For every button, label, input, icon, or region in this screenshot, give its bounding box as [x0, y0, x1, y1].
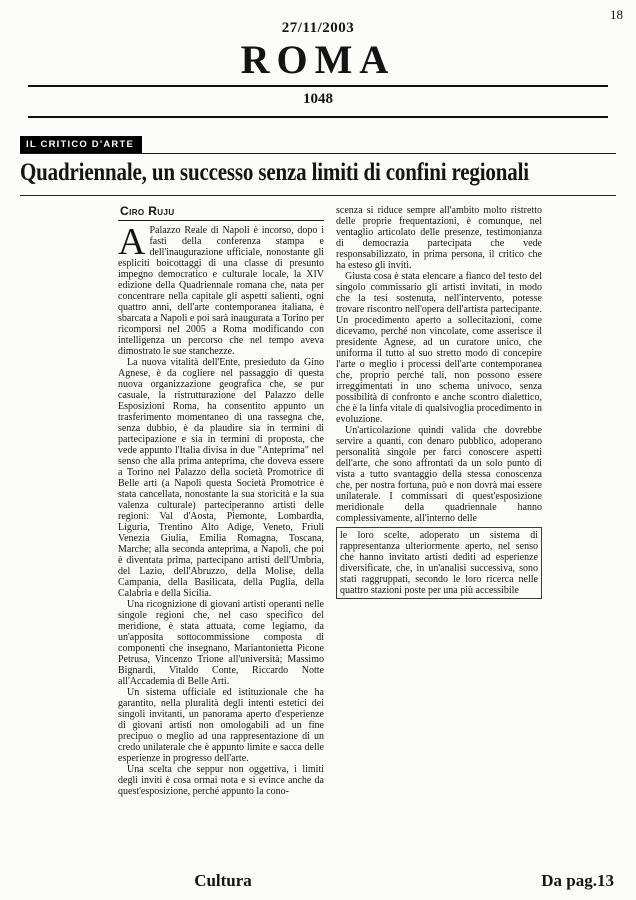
article-body [118, 204, 542, 797]
article-paragraph: Un sistema ufficiale ed istituzionale che ha garantito, nella pluralità degli intenti estetici dei singoli invitanti, un panorama aperto d'esperienze di giovani artisti non omologabili ad un fine precipuo o meglio ad una rappresentazione di un credo unilaterale che è appunto limite e sacca delle esperienze in progresso dell'arte. [118, 686, 324, 764]
paragraph-text: Palazzo Reale di Napoli è incorso, dopo i fasti della conferenza stampa e dell'inaugurazione ufficiale, nonostante gli espliciti boicottaggi di una classe di presunto impegno democratico e culturale locale, la XIV edizione della Quadriennale romana che, nata per concentrare nella capitale gli aspetti salienti, ogni quattro anni, dell'arte contemporanea italiana, è sbarcata a Napoli e poi sarà inaugurata a Torino per ricomporsi nel 2005 a Roma modificando con intelligenza un percorso che nel tempo aveva dimostrato le sue stanchezze. [118, 224, 324, 357]
masthead-rule-bottom [28, 116, 608, 118]
kicker-row [20, 135, 616, 154]
article-paragraph [118, 220, 324, 357]
article-headline: Quadriennale, un successo senza limiti di confini regionali [20, 159, 529, 186]
article-paragraph: Un'articolazione quindi valida che dovrebbe servire a quanti, con denaro pubblico, adoperano personalità singole per farci conoscere aspetti dell'arte, che sono affrontati da un solo punto di vista a tutto svantaggio della stessa conoscenza che, per nostra fortuna, può e non dovrà mai essere unilaterale. I commissari di quest'esposizione meridionale della quadriennale hanno complessivamente, all'interno delle [336, 424, 542, 524]
column-left [118, 204, 324, 797]
headline-rule [20, 195, 616, 196]
article-paragraph: Una ricognizione di giovani artisti operanti nelle singole regioni che, nel caso specifico del meridione, è stata attuata, come legiamo, da un'apposita sottocommissione composta di componenti che insegnano, Mariantonietta Picone Petrusa, Vincenzo Trione all'università; Massimo Bignardi, Vitaldo Conte, Riccardo Notte all'Accademia di Belle Arti. [118, 598, 324, 687]
edition-number: 1048 [303, 91, 333, 107]
column-right [336, 204, 542, 797]
article-paragraph: scenza si riduce sempre all'ambito molto ristretto delle proprie frequentazioni, è comunque, nel ventaglio articolato delle presenze, testimonianza di democrazia partecipata che vede responsabilizzato, in prima persona, il critico che ha esteso gli inviti. [336, 204, 542, 271]
masthead-title: ROMA [240, 37, 396, 82]
boxed-paragraph [336, 527, 542, 599]
footer-section-label: Cultura [194, 871, 252, 890]
issue-date: 27/11/2003 [281, 20, 355, 36]
byline: Ciro Ruju [118, 204, 324, 221]
page-number: 18 [610, 7, 623, 22]
kicker-label: IL CRITICO D'ARTE [20, 136, 142, 153]
footer-page-reference: Da pag.13 [541, 871, 614, 890]
article-paragraph: le loro scelte, adoperato un sistema di rappresentanza ulteriormente aperto, nel senso che hanno invitato artisti dediti ad esperienze diversificate, che, in un'analisi successiva, sono stati raggruppati, secondo le loro ricerca nelle quattro stazioni poste per una più accessibile [340, 529, 538, 596]
drop-cap: A [118, 220, 146, 263]
article-paragraph: Una scelta che seppur non oggettiva, i limiti degli inviti è cosa ormai nota e si evince anche da quest'esposizione, perché appunto la cono- [118, 763, 324, 797]
article-paragraph: Giusta cosa è stata elencare a fianco del testo del singolo commissario gli artisti invitati, in modo che la tesi sostenuta, nell'intervento, potesse trovare riscontro nell'opera dell'artista partecipante. Un procedimento aperto a sollecitazioni, come dicevamo, perché non vincolate, come asserisce il presidente Agnese, ad un curatore unico, che uniforma il tutto al suo stretto modo di concepire l'arte o meglio i processi dell'arte contemporanea che, proprio perché tali, non possono essere irreggimentati in uno schema univoco, senza possibilità di confronto e anche scontro dialettico, che è la linfa vitale di qualsivoglia procedimento in evoluzione. [336, 270, 542, 425]
article-paragraph: La nuova vitalità dell'Ente, presieduto da Gino Agnese, è da cogliere nel passaggio di questa nuova organizzazione geografica che, se pur casuale, la ristrutturazione del Palazzo delle Esposizioni Roma, ha consentito appunto un trasferimento momentaneo di una rassegna che, senza dubbio, è da plaudire sia in termini di partecipazione e sia in termini di proposta, che vede appunto l'Italia divisa in due "Anteprima" nel senso che alla prima anteprima, che doveva essere a Torino nel Palazzo della società Promotrice di Belle arti (a Napoli questa Società Promotrice è stata cancellata, nonostante la sua storicità e la sua valenza culturale) parteciperanno artisti delle regioni: Val d'Aosta, Piemonte, Lombardia, Liguria, Trentino Alto Adige, Veneto, Friuli Venezia Giulia, Emilia Romagna, Toscana, Marche; alla seconda anteprima, a Napoli, che poi è diventata prima, partecipano artisti dell'Umbria, del Lazio, dell'Abruzzo, della Molise, della Campania, della Basilicata, della Puglia, della Calabria e della Sicilia. [118, 356, 324, 599]
